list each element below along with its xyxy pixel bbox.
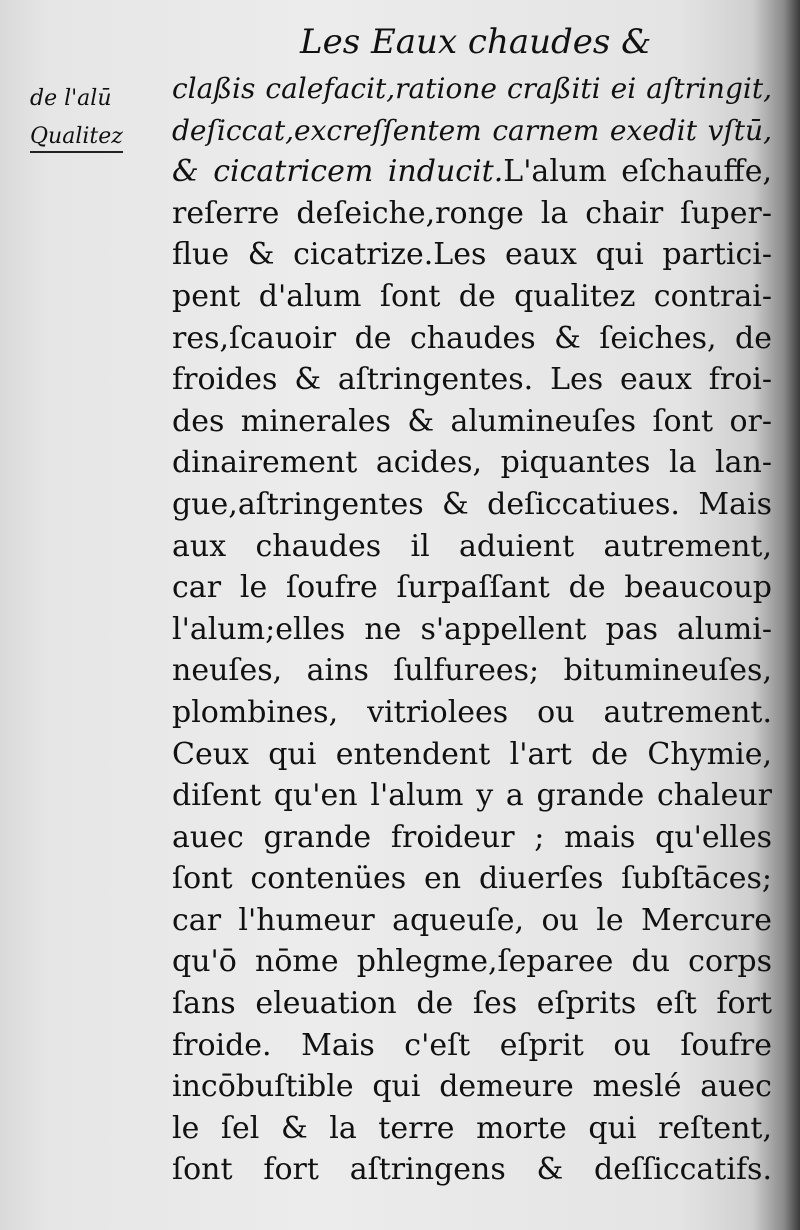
body-text [172,68,772,1191]
text-line: froide. Mais c'eſt eſprit ou ſoufre [172,1027,772,1063]
margin-note-alum: de l'alū [30,86,112,111]
text-line: l'alum;elles ne s'appellent pas alumi- [172,611,772,647]
text-line: flue & cicatrize.Les eaux qui partici- [172,237,772,273]
margin-note-qualitez: Qualitez [30,124,123,153]
text-line: ſont fort aſtringens & deſſiccatifs. [172,1152,772,1188]
text-line: Ceux qui entendent l'art de Chymie, [172,736,772,772]
text-line: ſont contenües en diuerſes ſubſtāces; [172,861,772,897]
text-line-italic-part: & cicatricem inducit. [172,154,504,190]
text-line: gue,aſtringentes & deſiccatiues. Mais [172,486,772,522]
text-line: car l'humeur aqueuſe, ou le Mercure [172,902,772,938]
text-line: le ſel & la terre morte qui reſtent, [172,1110,772,1146]
text-line: auec grande froideur ; mais qu'elles [172,819,772,855]
running-head: Les Eaux chaudes & [300,22,652,62]
text-line: claßis calefacit,ratione craßiti ei aſtringit, [172,72,772,105]
text-line: qu'ō nōme phlegme,ſeparee du corps [172,944,772,980]
text-line: ſans eleuation de ſes eſprits eſt fort [172,986,772,1022]
text-line: incōbuſtible qui demeure meslé auec [172,1069,772,1105]
text-line: reſerre deſeiche,ronge la chair ſuper- [172,195,772,231]
text-line: dinairement acides, piquantes la lan- [172,445,772,481]
text-line: aux chaudes il aduient autrement, [172,528,772,564]
text-line: froides & aſtringentes. Les eaux froi- [172,362,772,398]
text-line [172,151,772,193]
text-line: deſiccat,excreſſentem carnem exedit vſtū, [172,113,772,147]
text-line: diſent qu'en l'alum y a grande chaleur [172,778,772,814]
text-line: neuſes, ains ſulfurees; bitumineuſes, [172,653,772,689]
text-line: res,ſcauoir de chaudes & ſeiches, de [172,320,772,356]
text-line: des minerales & alumineuſes ſont or- [172,403,772,439]
text-line: plombines, vitriolees ou autrement. [172,694,772,730]
text-line: car le ſoufre ſurpaſſant de beaucoup [172,570,772,606]
text-line-roman-part: L'alum eſchauffe, [503,154,772,190]
text-line: pent d'alum ſont de qualitez contrai- [172,278,772,314]
